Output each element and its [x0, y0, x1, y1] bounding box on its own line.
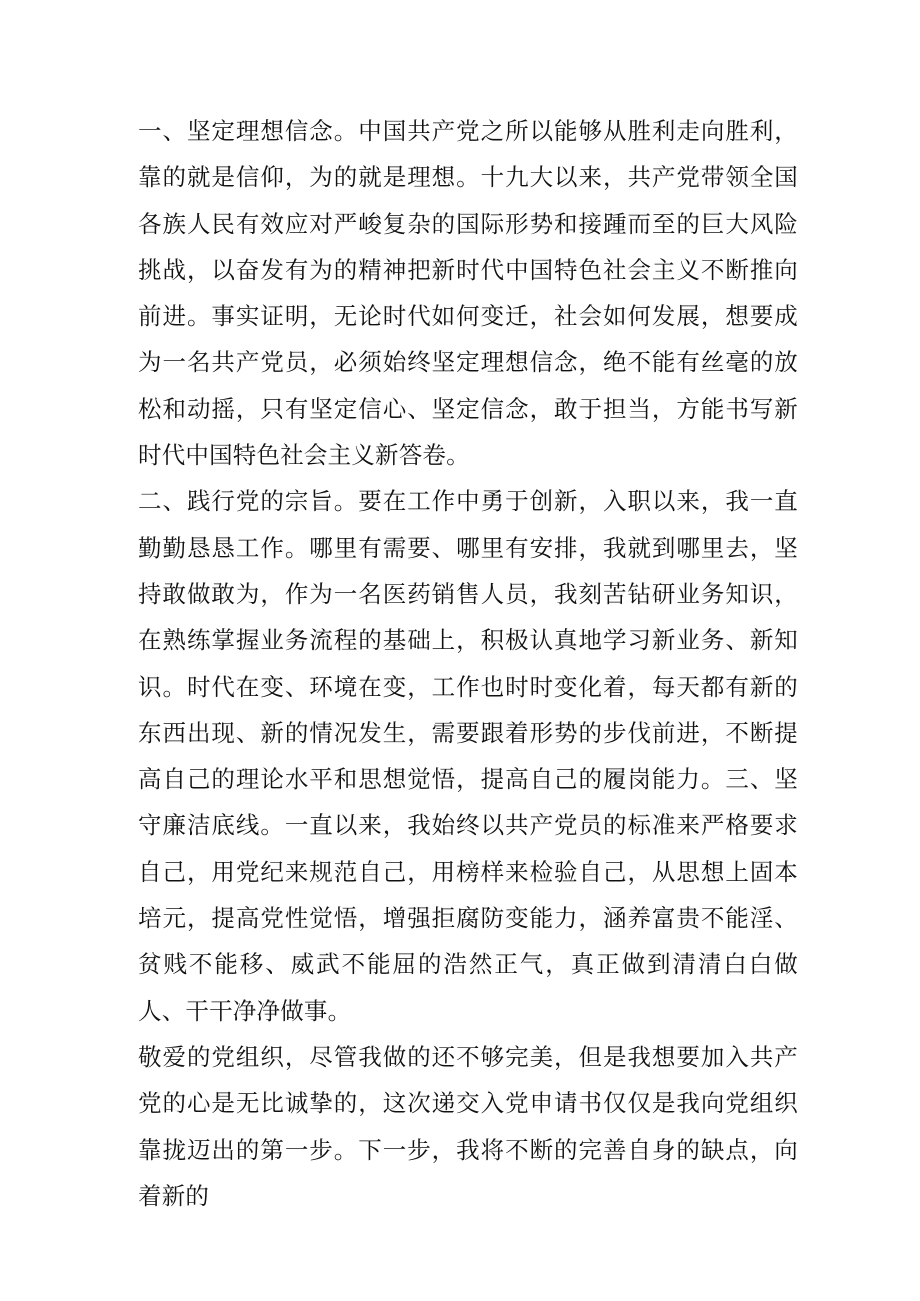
document-body	[138, 108, 798, 1219]
paragraph-2: 二、践行党的宗旨。要在工作中勇于创新，入职以来，我一直勤勤恳恳工作。哪里有需要、哪里有安排，我就到哪里去，坚持敢做敢为，作为一名医药销售人员，我刻苦钻研业务知识，在熟练掌握业务流程的基础上，积极认真地学习新业务、新知识。时代在变、环境在变，工作也时时变化着，每天都有新的东西出现、新的情况发生，需要跟着形势的步伐前进，不断提高自己的理论水平和思想觉悟，提高自己的履岗能力。三、坚守廉洁底线。一直以来，我始终以共产党员的标准来严格要求自己，用党纪来规范自己，用榜样来检验自己，从思想上固本培元，提高党性觉悟，增强拒腐防变能力，涵养富贵不能淫、贫贱不能移、威武不能屈的浩然正气，真正做到清清白白做人、干干净净做事。	[138, 487, 798, 1025]
paragraph-1: 一、坚定理想信念。中国共产党之所以能够从胜利走向胜利，靠的就是信仰，为的就是理想。十九大以来，共产党带领全国各族人民有效应对严峻复杂的国际形势和接踵而至的巨大风险挑战，以奋发有为的精神把新时代中国特色社会主义不断推向前进。事实证明，无论时代如何变迁，社会如何发展，想要成为一名共产党员，必须始终坚定理想信念，绝不能有丝毫的放松和动摇，只有坚定信心、坚定信念，敢于担当，方能书写新时代中国特色社会主义新答卷。	[138, 117, 798, 470]
paragraph-3: 敬爱的党组织，尽管我做的还不够完美，但是我想要加入共产党的心是无比诚挚的，这次递交入党申请书仅仅是我向党组织靠拢迈出的第一步。下一步，我将不断的完善自身的缺点，向着新的	[138, 1042, 798, 1210]
